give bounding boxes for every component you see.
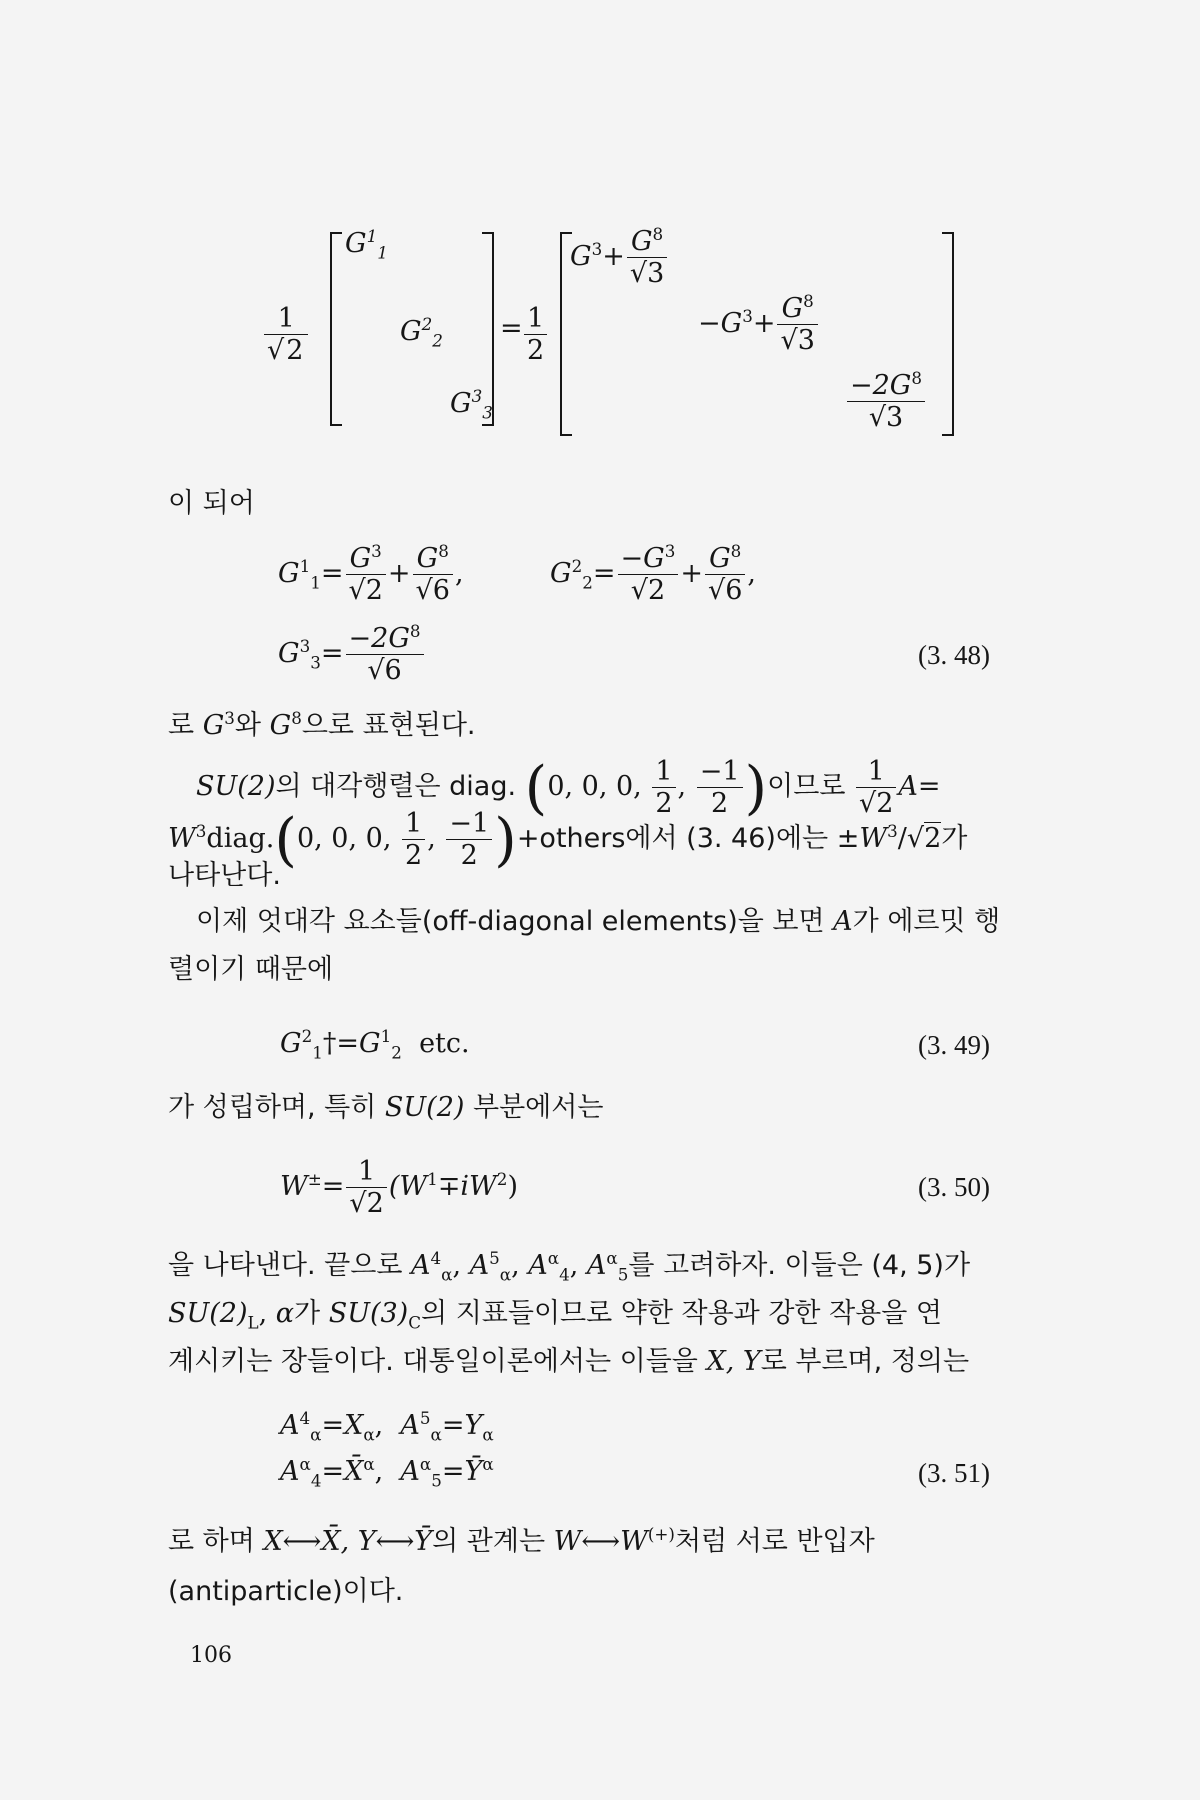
para2-line3: 나타난다. (168, 860, 281, 891)
rhs-entry-3: $\frac{-2G^8}{√3}$ (845, 372, 927, 431)
para6-line2: (antiparticle)이다. (168, 1576, 404, 1607)
para1-line: 로 $G^3$와 $G^8$으로 표현된다. (168, 708, 476, 741)
para5-line3: 계시키는 장들이다. 대통일이론에서는 이들을 X, Y로 부르며, 정의는 (168, 1346, 970, 1377)
eq349-label: (3. 49) (918, 1030, 990, 1060)
matrix-equation (0, 0, 1200, 470)
text-yi-doeeo: 이 되어 (168, 488, 255, 519)
eq351-label: (3. 51) (918, 1458, 990, 1488)
rhs-right-bracket (942, 232, 954, 436)
lhs-entry-g11: $G^1_1$ (345, 226, 388, 263)
para2-line1: SU(2)의 대각행렬은 diag. (0, 0, 0, $\frac{1}{2}$ , $\frac{-1}{2}$ )이므로 $\frac{1}{√2}$ A= (196, 753, 941, 822)
lhs-left-bracket (330, 232, 342, 426)
lhs-entry-g22: $G^2_2$ (400, 314, 443, 351)
equals-sign: = (500, 313, 523, 344)
eq348-g33: $G^3_3=$ $\frac{-2G^8}{√6}$ (278, 625, 426, 684)
para5-line2: $SU(2)_L$, α가 $SU(3)_C$의 지표들이므로 약한 작용과 강한 작용을 연 (168, 1298, 943, 1333)
page-number: 106 (190, 1643, 232, 1668)
eq350: W±= $\frac{1}{√2}$ $(W^1\mp iW^2)$ (280, 1156, 518, 1219)
lhs-coefficient: $\frac{1}{√2}$ (262, 305, 310, 364)
para5-line1: 을 나타낸다. 끝으로 $A^4_\alpha$, $A^5_\alpha$, $A^\alpha_4$, $A^\alpha_5$를 고려하자. 이들은 (4, 5)가 (168, 1248, 971, 1285)
rhs-coefficient: $\frac{1}{2}$ (522, 305, 549, 364)
eq351-row2: $A^\alpha_4=X̄^\alpha$, $A^\alpha_5=Ȳ^\alpha$ (280, 1454, 494, 1491)
para6-line1: 로 하며 X⟷X̄, Y⟷Ȳ의 관계는 W⟷W(+)처럼 서로 반입자 (168, 1524, 875, 1557)
eq348-g11: $G^1_1=$ $\frac{G^3}{√2}$ + $\frac{G^8}{√6}$ , (278, 541, 464, 606)
lhs-entry-g33: $G^3_3$ (450, 386, 493, 423)
eq351-row1: $A^4_\alpha=X_\alpha$, $A^5_\alpha=Y_\alpha$ (280, 1408, 494, 1445)
para3-line1: 이제 엇대각 요소들(off-diagonal elements)을 보면 A가 에르밋 행 (196, 906, 1001, 937)
para3-line2: 렬이기 때문에 (168, 954, 334, 985)
rhs-entry-1: $G^3+$ $\frac{G^8}{√3}$ (570, 228, 669, 287)
rhs-entry-2: $-G^3+$ $\frac{G^8}{√3}$ (698, 295, 820, 354)
eq349: $G^2_1\dagger=G^1_2$ etc. (280, 1026, 470, 1063)
eq350-label: (3. 50) (918, 1172, 990, 1202)
para2-line2: $W^3diag.(0$, 0, 0, $\frac{1}{2}$ , $\frac{-1}{2}$ )+others에서 (3. 46)에는 $\pm W^3/√2$가 (168, 805, 968, 874)
para4-line: 가 성립하며, 특히 SU(2) 부분에서는 (168, 1092, 604, 1123)
eq348-label: (3. 48) (918, 640, 990, 670)
eq348-g22: $G^2_2=$ $\frac{-G^3}{√2}$ + $\frac{G^8}{√6}$ , (550, 541, 756, 606)
